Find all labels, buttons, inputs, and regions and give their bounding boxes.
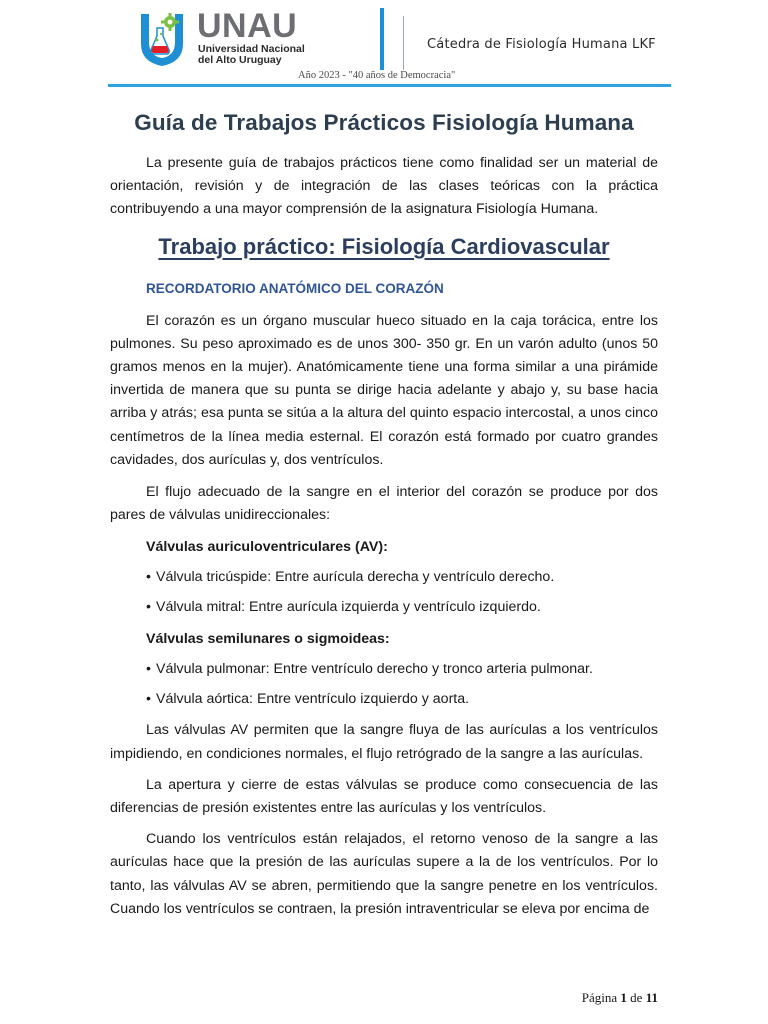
header-divider-accent	[380, 8, 384, 70]
university-logo-icon	[137, 10, 187, 68]
brand-sub-line1: Universidad Nacional	[198, 43, 305, 55]
brand-subtitle	[198, 44, 305, 66]
intro-paragraph: La presente guía de trabajos prácticos tiene como finalidad ser un material de orientación, revisión y de integración de las clases teóricas con la práctica contribuyendo a una mayor comprensión de la asignatura Fisiología Humana.	[110, 155, 658, 218]
page-total: 11	[645, 990, 658, 1005]
av-valves-heading: Válvulas auriculoventriculares (AV):	[146, 539, 388, 556]
pagina-label: Página	[581, 990, 618, 1005]
page-header	[0, 0, 768, 90]
bullet-icon: •	[146, 661, 151, 678]
list-item	[146, 596, 658, 619]
bullet-icon: •	[146, 691, 151, 708]
paragraph-corazon: El corazón es un órgano muscular hueco situado en la caja torácica, entre los pulmones. Su peso aproximado es de unos 300- 350 gr. En un varón adulto (unos 50 gramos menos en la mujer). Anatómicamente tiene una forma similar a una pirámide invertida de manera que su punta se dirige hacia adelante y abajo y, su base hacia arriba y atrás; esa punta se sitúa a la altura del quinto espacio intercostal, a unos cinco centímetros de la línea media esternal. El corazón está formado por cuatro grandes cavidades, dos aurículas y, dos ventrículos.	[110, 312, 658, 468]
list-item	[146, 658, 658, 681]
document-title: Guía de Trabajos Prácticos Fisiología Humana	[134, 110, 634, 135]
list-item	[146, 688, 658, 711]
document-body	[110, 108, 658, 921]
tp-title: Trabajo práctico: Fisiología Cardiovascular	[158, 233, 610, 259]
paragraph-apertura: La apertura y cierre de estas válvulas se produce como consecuencia de las diferencias de presión existentes entre las aurículas y los ventrículos.	[110, 776, 658, 817]
paragraph-flujo: El flujo adecuado de la sangre en el interior del corazón se produce por dos pares de válvulas unidireccionales:	[110, 484, 658, 524]
year-motto: Año 2023 - "40 años de Democracia"	[298, 70, 456, 81]
list-item-text: Válvula pulmonar: Entre ventrículo derecho y tronco arteria pulmonar.	[156, 661, 593, 678]
list-item-text: Válvula aórtica: Entre ventrículo izquierdo y aorta.	[156, 691, 470, 708]
header-rule	[108, 84, 671, 87]
de-label: de	[630, 990, 643, 1005]
catedra-label: Cátedra de Fisiología Humana LKF	[427, 37, 656, 52]
bullet-icon: •	[146, 569, 151, 586]
page-footer	[582, 990, 658, 1006]
bullet-icon: •	[146, 599, 151, 616]
brand-name: UNAU	[197, 7, 298, 45]
list-item	[146, 566, 658, 589]
list-item-text: Válvula tricúspide: Entre aurícula derecha y ventrículo derecho.	[156, 569, 555, 586]
paragraph-relajados: Cuando los ventrículos están relajados, el retorno venoso de la sangre a las aurículas hace que la presión de las aurículas supere a la de los ventrículos. Por lo tanto, las válvulas AV se abren, permitiendo que la sangre penetre en los ventrículos. Cuando los ventrículos se contraen, la presión intraventricular se eleva por encima de	[110, 831, 658, 917]
list-item-text: Válvula mitral: Entre aurícula izquierda y ventrículo izquierdo.	[156, 599, 541, 616]
brand-sub-line2: del Alto Uruguay	[198, 54, 282, 66]
page-current: 1	[620, 990, 627, 1005]
section-heading: RECORDATORIO ANATÓMICO DEL CORAZÓN	[146, 280, 444, 296]
paragraph-av: Las válvulas AV permiten que la sangre fluya de las aurículas a los ventrículos impidiendo, en condiciones normales, el flujo retrógrado de la sangre a las aurículas.	[110, 722, 658, 762]
semilunar-valves-heading: Válvulas semilunares o sigmoideas:	[146, 631, 390, 648]
header-divider	[403, 16, 404, 70]
